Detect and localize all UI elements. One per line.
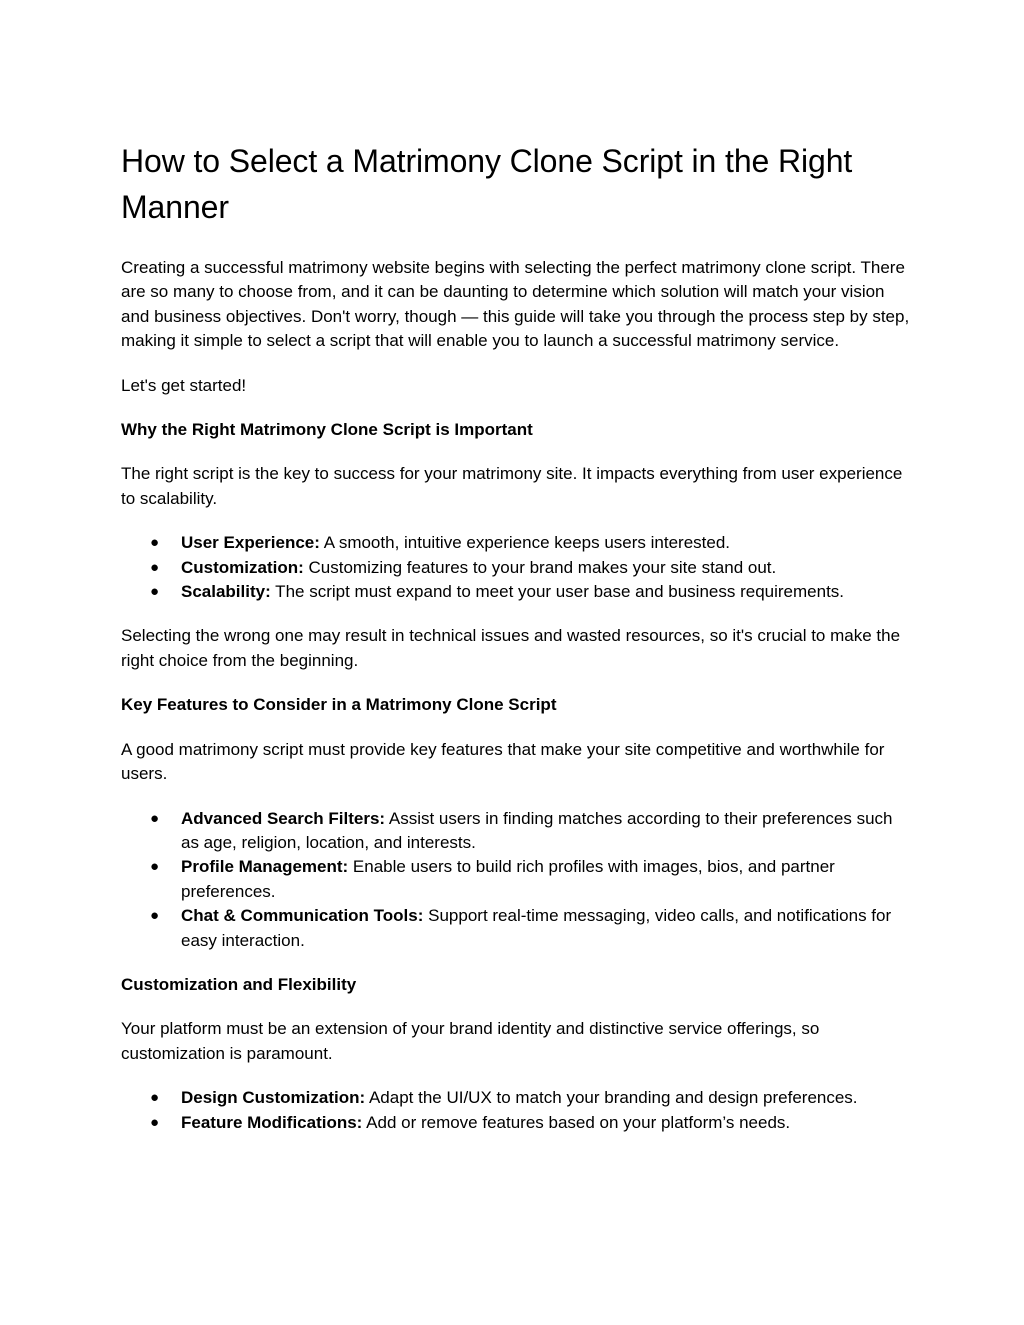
customization-list xyxy=(121,1086,911,1135)
bullet-icon: ● xyxy=(150,907,160,925)
list-item-label: Chat & Communication Tools: xyxy=(181,906,424,926)
bullet-icon: ● xyxy=(150,809,160,827)
importance-list xyxy=(121,531,911,604)
section-heading-customization: Customization and Flexibility xyxy=(121,974,357,994)
list-item-text: The script must expand to meet your user base and business requirements. xyxy=(270,582,845,602)
list-item-text: Assist users in finding matches according to their preferences such as age, religion, location, and interests. xyxy=(181,808,893,852)
section-heading-importance: Why the Right Matrimony Clone Script is Important xyxy=(121,420,533,440)
list-item-label: Customization: xyxy=(181,557,304,577)
list-item xyxy=(121,904,911,953)
key-features-list xyxy=(121,807,911,953)
list-item-text: Adapt the UI/UX to match your branding and design preferences. xyxy=(365,1088,858,1108)
list-item-label: Profile Management: xyxy=(181,857,349,877)
list-item xyxy=(121,1086,911,1110)
list-item-text: Add or remove features based on your platform’s needs. xyxy=(362,1112,791,1132)
list-item-label: Scalability: xyxy=(181,582,271,602)
section-heading-key-features: Key Features to Consider in a Matrimony Clone Script xyxy=(121,695,557,715)
bullet-icon: ● xyxy=(150,583,160,601)
section-importance-outro: Selecting the wrong one may result in technical issues and wasted resources, so it's crucial to make the right choice from the beginning. xyxy=(121,626,901,670)
list-item-text: A smooth, intuitive experience keeps users interested. xyxy=(319,533,731,553)
section-importance-lead: The right script is the key to success for your matrimony site. It impacts everything from user experience to scalability. xyxy=(121,464,903,508)
section-key-features-lead: A good matrimony script must provide key features that make your site competitive and worthwhile for users. xyxy=(121,739,885,784)
list-item xyxy=(121,807,911,856)
list-item-text: Enable users to build rich profiles with images, bios, and partner preferences. xyxy=(181,857,835,901)
list-item-label: Design Customization: xyxy=(181,1088,366,1108)
list-item xyxy=(121,855,911,904)
section-customization-lead: Your platform must be an extension of your brand identity and distinctive service offerings, so customization is paramount. xyxy=(121,1019,820,1063)
list-item xyxy=(121,1111,911,1135)
bullet-icon: ● xyxy=(150,1089,160,1107)
list-item xyxy=(121,531,911,555)
bullet-icon: ● xyxy=(150,534,160,552)
list-item xyxy=(121,556,911,580)
bullet-icon: ● xyxy=(150,558,160,576)
bullet-icon: ● xyxy=(150,858,160,876)
list-item-label: Advanced Search Filters: xyxy=(181,808,386,828)
list-item-text: Customizing features to your brand makes your site stand out. xyxy=(303,557,777,577)
list-item-label: Feature Modifications: xyxy=(181,1112,363,1132)
document-page xyxy=(121,138,911,1155)
list-item-text: Support real-time messaging, video calls, and notifications for easy interaction. xyxy=(181,906,892,950)
list-item-label: User Experience: xyxy=(181,533,320,553)
bullet-icon: ● xyxy=(150,1113,160,1131)
start-paragraph: Let's get started! xyxy=(121,375,247,395)
document-title: How to Select a Matrimony Clone Script in the Right Manner xyxy=(121,143,853,225)
list-item xyxy=(121,580,911,604)
intro-paragraph: Creating a successful matrimony website begins with selecting the perfect matrimony clone script. There are so many to choose from, and it can be daunting to determine which solution will match your vision and business objectives. Don't worry, though — this guide will take you through the process step by step, making it simple to select a script that will enable you to launch a successful matrimony service. xyxy=(121,258,910,351)
